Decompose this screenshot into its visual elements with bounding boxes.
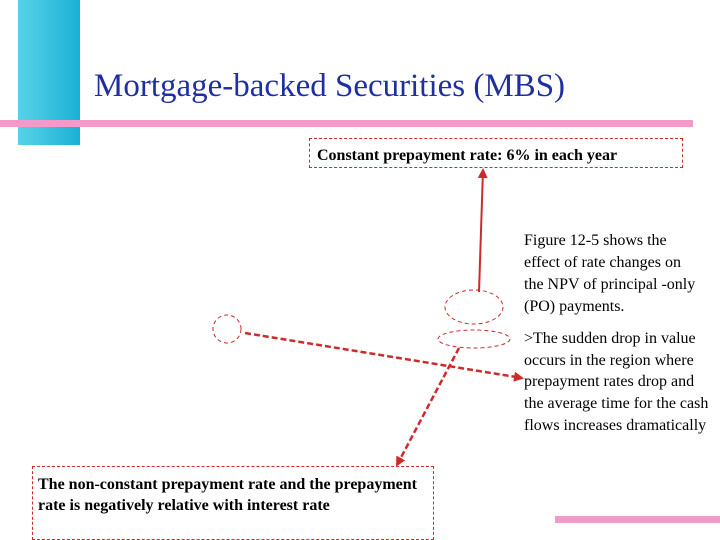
upper-right-ellipse <box>445 290 503 324</box>
callout-nonconstant-prepayment: The non-constant prepayment rate and the prepayment rate is negatively relative with interest rate <box>32 466 434 540</box>
callout-constant-prepayment: Constant prepayment rate: 6% in each year <box>309 138 683 168</box>
arrow-to-figure-note <box>245 333 522 378</box>
arrow-to-constant-callout <box>479 170 483 292</box>
figure-note: >The sudden drop in value occurs in the region where prepayment rates drop and the average time for the cash flows increases dramatically <box>524 330 709 434</box>
arrow-to-nonconstant-callout <box>397 348 459 465</box>
slide-title: Mortgage-backed Securities (MBS) <box>94 68 566 104</box>
lower-right-ellipse <box>438 330 510 348</box>
figure-description: Figure 12-5 shows the effect of rate changes on the NPV of principal -only (PO) payments. <box>524 232 696 315</box>
left-circle <box>213 315 241 343</box>
